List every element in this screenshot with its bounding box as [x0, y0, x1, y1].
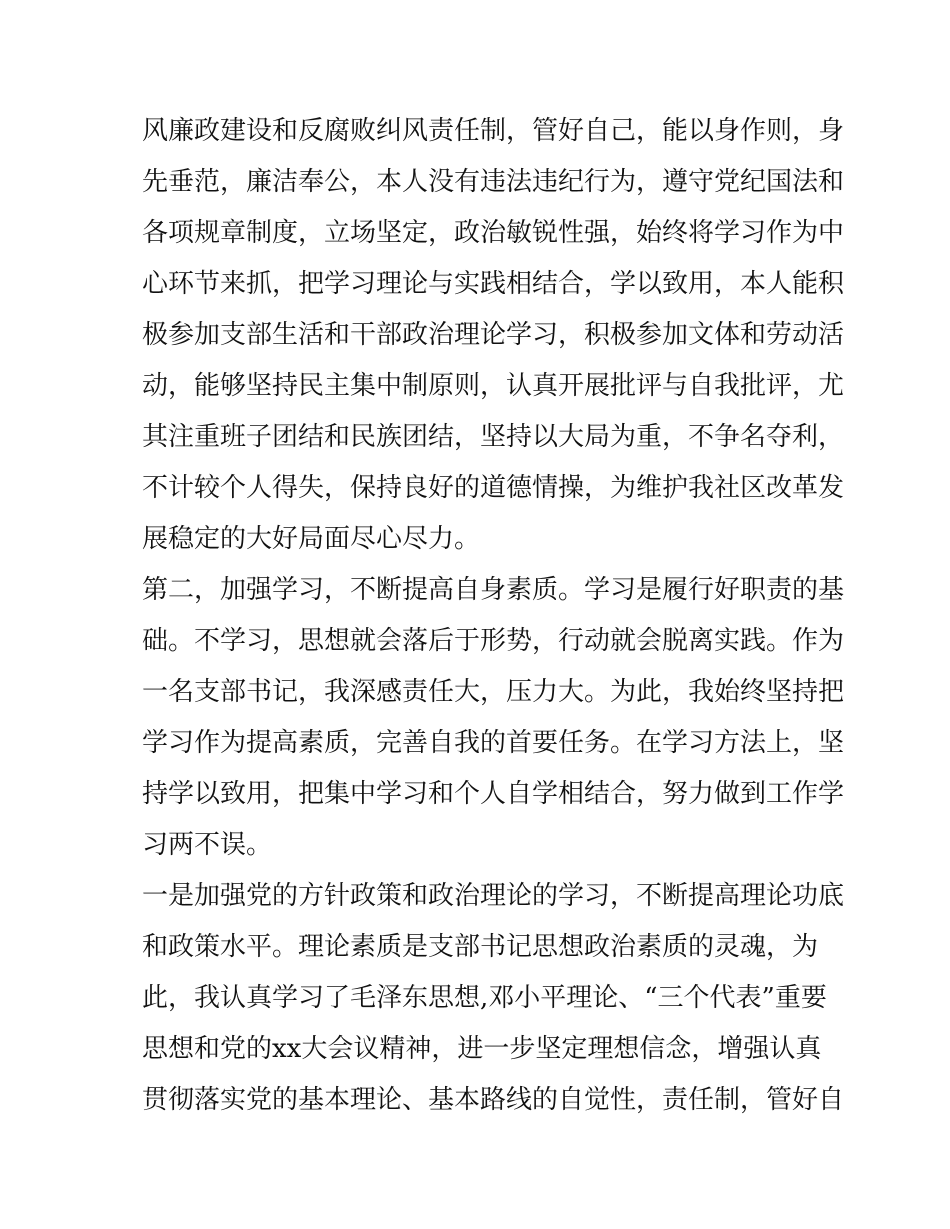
text-line: 此，我认真学习了毛泽东思想,邓小平理论、“三个代表”重要: [142, 983, 827, 1013]
text-line: 思想和党的xx大会议精神，进一步坚定理想信念，增强认真: [142, 1034, 822, 1064]
text-line: 风廉政建设和反腐败纠风责任制，管好自己，能以身作则，身: [142, 116, 845, 146]
text-line: 贯彻落实党的基本理论、基本路线的自觉性，责任制，管好自: [142, 1085, 845, 1115]
text-line: 持学以致用，把集中学习和个人自学相结合，努力做到工作学: [142, 779, 845, 809]
body-text: [142, 106, 845, 1126]
text-line: 极参加支部生活和干部政治理论学习，积极参加文体和劳动活: [142, 320, 845, 350]
text-line: 其注重班子团结和民族团结，坚持以大局为重，不争名夺利，: [142, 422, 845, 452]
text-line: 学习作为提高素质，完善自我的首要任务。在学习方法上，坚: [142, 728, 845, 758]
text-line: 习两不误。: [142, 830, 273, 860]
text-line: 心环节来抓，把学习理论与实践相结合，学以致用，本人能积: [142, 269, 845, 299]
text-line: 础。不学习，思想就会落后于形势，行动就会脱离实践。作为: [142, 626, 845, 656]
text-line: 第二，加强学习，不断提高自身素质。学习是履行好职责的基: [142, 575, 845, 605]
text-line: 先垂范，廉洁奉公，本人没有违法违纪行为，遵守党纪国法和: [142, 167, 845, 197]
text-line: 一名支部书记，我深感责任大，压力大。为此，我始终坚持把: [142, 677, 845, 707]
text-line: 和政策水平。理论素质是支部书记思想政治素质的灵魂，为: [142, 932, 819, 962]
text-line: 展稳定的大好局面尽心尽力。: [142, 524, 481, 554]
text-line: 各项规章制度，立场坚定，政治敏锐性强，始终将学习作为中: [142, 218, 845, 248]
text-line: 一是加强党的方针政策和政治理论的学习，不断提高理论功底: [142, 881, 845, 911]
text-line: 不计较个人得失，保持良好的道德情操，为维护我社区改革发: [142, 473, 845, 503]
text-line: 动，能够坚持民主集中制原则，认真开展批评与自我批评，尤: [142, 371, 845, 401]
